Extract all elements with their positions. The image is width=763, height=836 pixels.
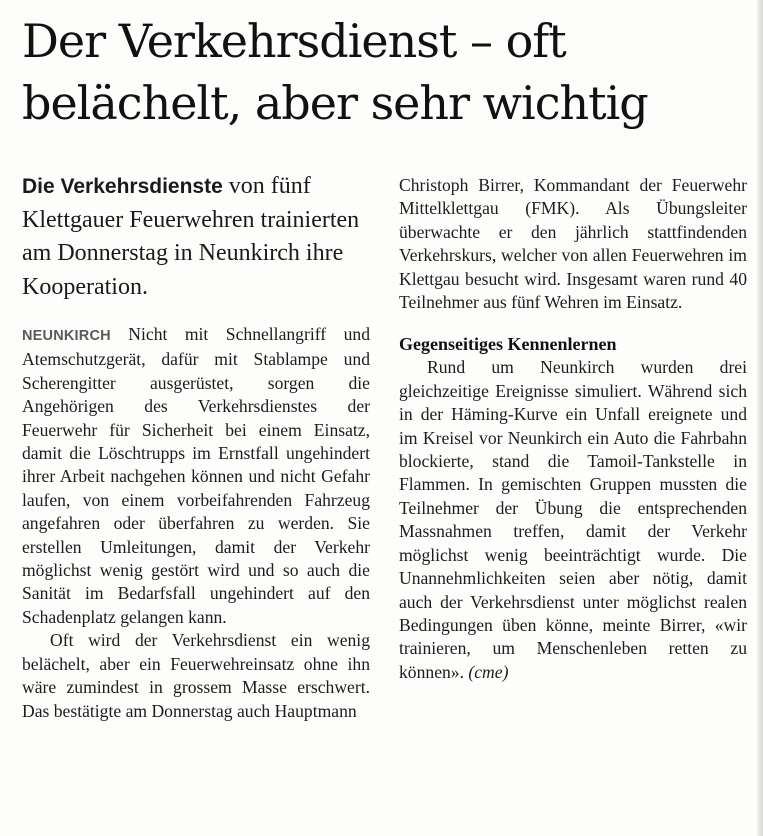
body-paragraph-2-start: Oft wird der Verkehrsdienst ein wenig belächelt, aber ein Feuerwehreinsatz ohne ihn wäre zumindest in grossem Masse erschwert. Das bestätigte am Donnerstag auch Hauptmann	[22, 630, 370, 721]
author-signature: (cme)	[468, 661, 509, 682]
body-paragraph-3	[399, 356, 747, 684]
body-paragraph-3-text: Rund um Neunkirch wurden drei gleichzeitige Ereignisse simuliert. Während sich in der Häming-Kurve ein Unfall ereignete und im Kreisel vor Neunkirch ein Auto die Fahrbahn blockierte, stand die Tamoil-Tankstelle in Flammen. In gemischten Gruppen mussten die Teilnehmer der Übung die entsprechenden Massnahmen treffen, damit der Verkehr möglichst wenig beeinträchtigt wurde. Die Unannehmlichkeiten seien aber nötig, damit auch der Verkehrsdienst unter möglichst realen Bedingungen üben könne, meinte Birrer, «wir trainieren, um Menschenleben retten zu können».	[399, 357, 747, 682]
article-column-left	[22, 323, 370, 723]
lead-keyword: Die Verkehrsdienste	[22, 175, 223, 198]
article-column-right	[399, 174, 747, 684]
body-paragraph-2-continued: Christoph Birrer, Kommandant der Feuerwehr Mittelklettgau (FMK). Als Übungsleiter überwachte er den jährlich stattfindenden Verkehrskurs, welcher von allen Feuerwehren im Klettgau besucht wird. Insgesamt waren rund 40 Teilnehmer aus fünf Wehren im Einsatz.	[399, 175, 747, 313]
body-paragraph-1-text: Nicht mit Schnellangriff und Atemschutzgerät, dafür mit Stablampe und Scherengitter ausgerüstet, sorgen die Angehörigen des Verkehrsdienstes der Feuerwehr für Sicherheit bei einem Einsatz, damit die Löschtrupps im Ernstfall ungehindert ihrer Arbeit nachgehen können und nicht Gefahr laufen, von einem vorbeifahrenden Fahrzeug angefahren oder überfahren zu werden. Sie erstellen Umleitungen, damit der Verkehr möglichst wenig gestört wird und so auch die Sanität im Bedarfsfall ungehindert auf den Schadenplatz gelangen kann.	[22, 324, 370, 627]
lead-text: von fünf Klettgauer Feuerwehren trainierten am Donnerstag in Neunkirch ihre Kooperation.	[22, 173, 360, 300]
dateline: NEUNKIRCH	[22, 328, 111, 344]
section-subhead: Gegenseitiges Kennenlernen	[399, 334, 617, 355]
article-headline: Der Verkehrsdienst – oft belächelt, aber sehr wichtig	[22, 14, 648, 130]
body-paragraph-1	[22, 323, 370, 629]
page-fold-edge	[757, 0, 763, 836]
article-lead	[22, 170, 372, 304]
